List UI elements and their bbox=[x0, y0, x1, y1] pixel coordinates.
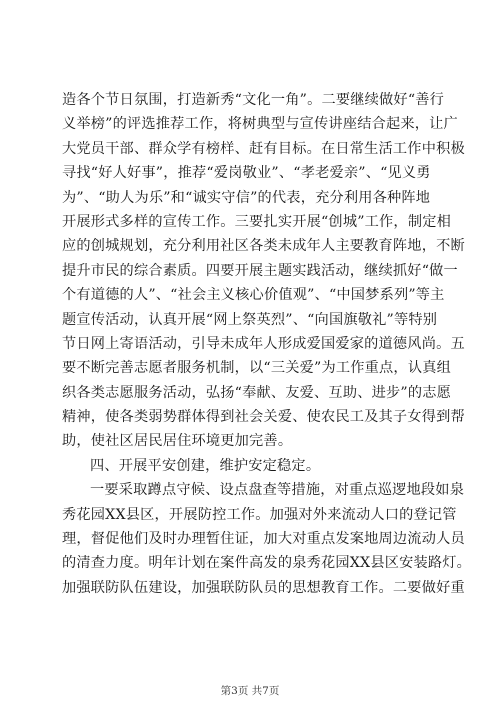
text-line: 开展形式多样的宣传工作。三要扎实开展“创城”工作，制定相 bbox=[62, 213, 451, 230]
text-line: 应的创城规划，充分利用社区各类未成年人主要教育阵地，不断 bbox=[62, 238, 465, 255]
text-line: 助，使社区居民居住环境更加完善。 bbox=[62, 433, 293, 450]
text-line: 节日网上寄语活动，引导未成年人形成爱国爱家的道德风尚。五 bbox=[62, 335, 465, 352]
text-line: 一要采取蹲点守候、设点盘查等措施，对重点巡逻地段如泉 bbox=[90, 482, 465, 499]
text-line: 寻找“好人好事”，推荐“爱岗敬业”、“孝老爱亲”、“见义勇 bbox=[62, 165, 431, 182]
text-line: 加强联防队伍建设，加强联防队员的思想教育工作。二要做好重 bbox=[62, 579, 465, 596]
text-line: 四、开展平安创建，维护安定稳定。 bbox=[90, 457, 321, 474]
text-line: 造各个节日氛围，打造新秀“文化一角”。二要继续做好“善行 bbox=[62, 92, 445, 108]
text-line: 理，督促他们及时办理暂住证，加大对重点发案地周边流动人员 bbox=[62, 531, 465, 548]
text-line: 义举榜”的评选推荐工作，将树典型与宣传讲座结合起来，让广 bbox=[62, 116, 458, 133]
body-text bbox=[62, 88, 472, 600]
text-line: 大党员干部、群众学有榜样、赶有目标。在日常生活工作中积极 bbox=[62, 140, 465, 157]
text-line: 为”、“助人为乐”和“诚实守信”的代表，充分利用各种阵地 bbox=[62, 189, 431, 206]
text-line: 的清查力度。明年计划在案件高发的泉秀花园XX县区安装路灯。 bbox=[62, 555, 472, 572]
text-line: 秀花园XX县区，开展防控工作。加强对外来流动人口的登记管 bbox=[62, 506, 457, 523]
text-line: 提升市民的综合素质。四要开展主题实践活动，继续抓好“做一 bbox=[62, 262, 458, 279]
text-line: 个有道德的人”、“社会主义核心价值观”、“中国梦系列”等主 bbox=[62, 287, 445, 304]
page-footer: 第3页 共7页 bbox=[220, 685, 280, 697]
text-line: 要不断完善志愿者服务机制，以“三关爱”为工作重点，认真组 bbox=[62, 360, 451, 377]
text-line: 题宣传活动，认真开展“网上祭英烈”、“向国旗敬礼”等特别 bbox=[62, 311, 438, 328]
text-line: 精神，使各类弱势群体得到社会关爱、使农民工及其子女得到帮 bbox=[62, 409, 465, 426]
text-line: 织各类志愿服务活动，弘扬“奉献、友爱、互助、进步”的志愿 bbox=[62, 384, 451, 401]
